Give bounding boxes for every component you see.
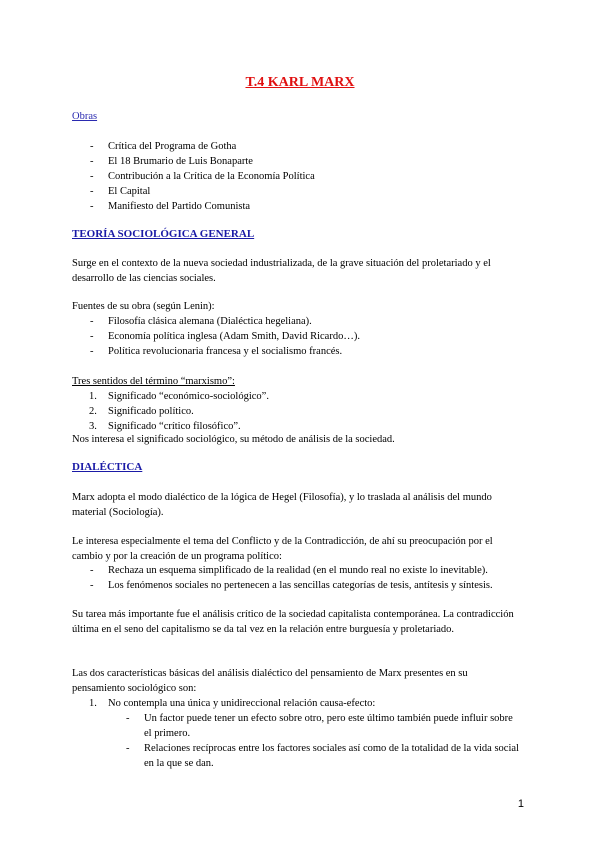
dialectica-p2-list (72, 563, 522, 593)
dialectica-p3: Su tarea más importante fue el análisis crítico de la sociedad capitalista contemporánea. La contradicción última en el seno del capitalismo se da tal vez en la relación entre burguesía y proletariado. (72, 609, 514, 635)
teoria-heading: TEORÍA SOCIOLÓGICA GENERAL (72, 228, 255, 240)
obras-list (72, 139, 522, 214)
list-item: - Manifiesto del Partido Comunista (90, 201, 251, 212)
list-item: - Filosofía clásica alemana (Dialéctica hegeliana). (90, 316, 312, 327)
caracteristica-1-sublist (108, 711, 522, 771)
dialectica-p1: Marx adopta el modo dialéctico de la lógica de Hegel (Filosofía), y lo traslada al análisis del mundo material (Sociología). (72, 492, 492, 518)
fuentes-list (72, 314, 522, 359)
list-item: 1. Significado “económico-sociológico”. (89, 391, 269, 402)
list-item: - Crítica del Programa de Gotha (90, 141, 237, 152)
sentidos-list (72, 389, 522, 434)
sentidos-label: Tres sentidos del término “marxismo”: (72, 376, 235, 387)
obras-heading[interactable]: Obras (72, 111, 98, 122)
list-item: - El Capital (90, 186, 151, 197)
page-number: 1 (517, 798, 524, 810)
list-item: 1. No contempla una única y unidireccional relación causa-efecto: (89, 698, 376, 709)
list-item: - Contribución a la Crítica de la Economía Política (90, 171, 315, 182)
list-item: - Política revolucionaria francesa y el socialismo francés. (90, 346, 343, 357)
teoria-intro: Surge en el contexto de la nueva sociedad industrializada, de la grave situación del proletariado y el desarrollo de las ciencias sociales. (72, 258, 491, 284)
dialectica-p2: Le interesa especialmente el tema del Conflicto y de la Contradicción, de ahí su preocupación por el cambio y por la creación de un programa político: (72, 536, 493, 562)
list-item: 2. Significado político. (89, 406, 194, 417)
list-item: - Rechaza un esquema simplificado de la realidad (en el mundo real no existe lo inevitable). (90, 565, 488, 576)
list-item: - Relaciones recíprocas entre los factores sociales así como de la totalidad de la vida social en la que se dan. (126, 743, 519, 769)
list-item: - Economía política inglesa (Adam Smith, David Ricardo…). (90, 331, 360, 342)
caracteristicas-list (72, 696, 522, 711)
list-item: 3. Significado “crítico filosófico”. (89, 421, 241, 432)
page-title: T.4 KARL MARX (245, 75, 355, 90)
interes-text: Nos interesa el significado sociológico, su método de análisis de la sociedad. (72, 434, 395, 445)
dialectica-heading: DIALÉCTICA (72, 461, 143, 473)
list-item: - Los fenómenos sociales no pertenecen a las sencillas categorías de tesis, antítesis y síntesis. (90, 580, 493, 591)
dialectica-p4: Las dos características básicas del análisis dialéctico del pensamiento de Marx presentes en su pensamiento sociológico son: (72, 668, 468, 694)
list-item: - El 18 Brumario de Luis Bonaparte (90, 156, 253, 167)
list-item: - Un factor puede tener un efecto sobre otro, pero este último también puede influir sobre el primero. (126, 713, 513, 739)
fuentes-label: Fuentes de su obra (según Lenin): (72, 301, 215, 312)
